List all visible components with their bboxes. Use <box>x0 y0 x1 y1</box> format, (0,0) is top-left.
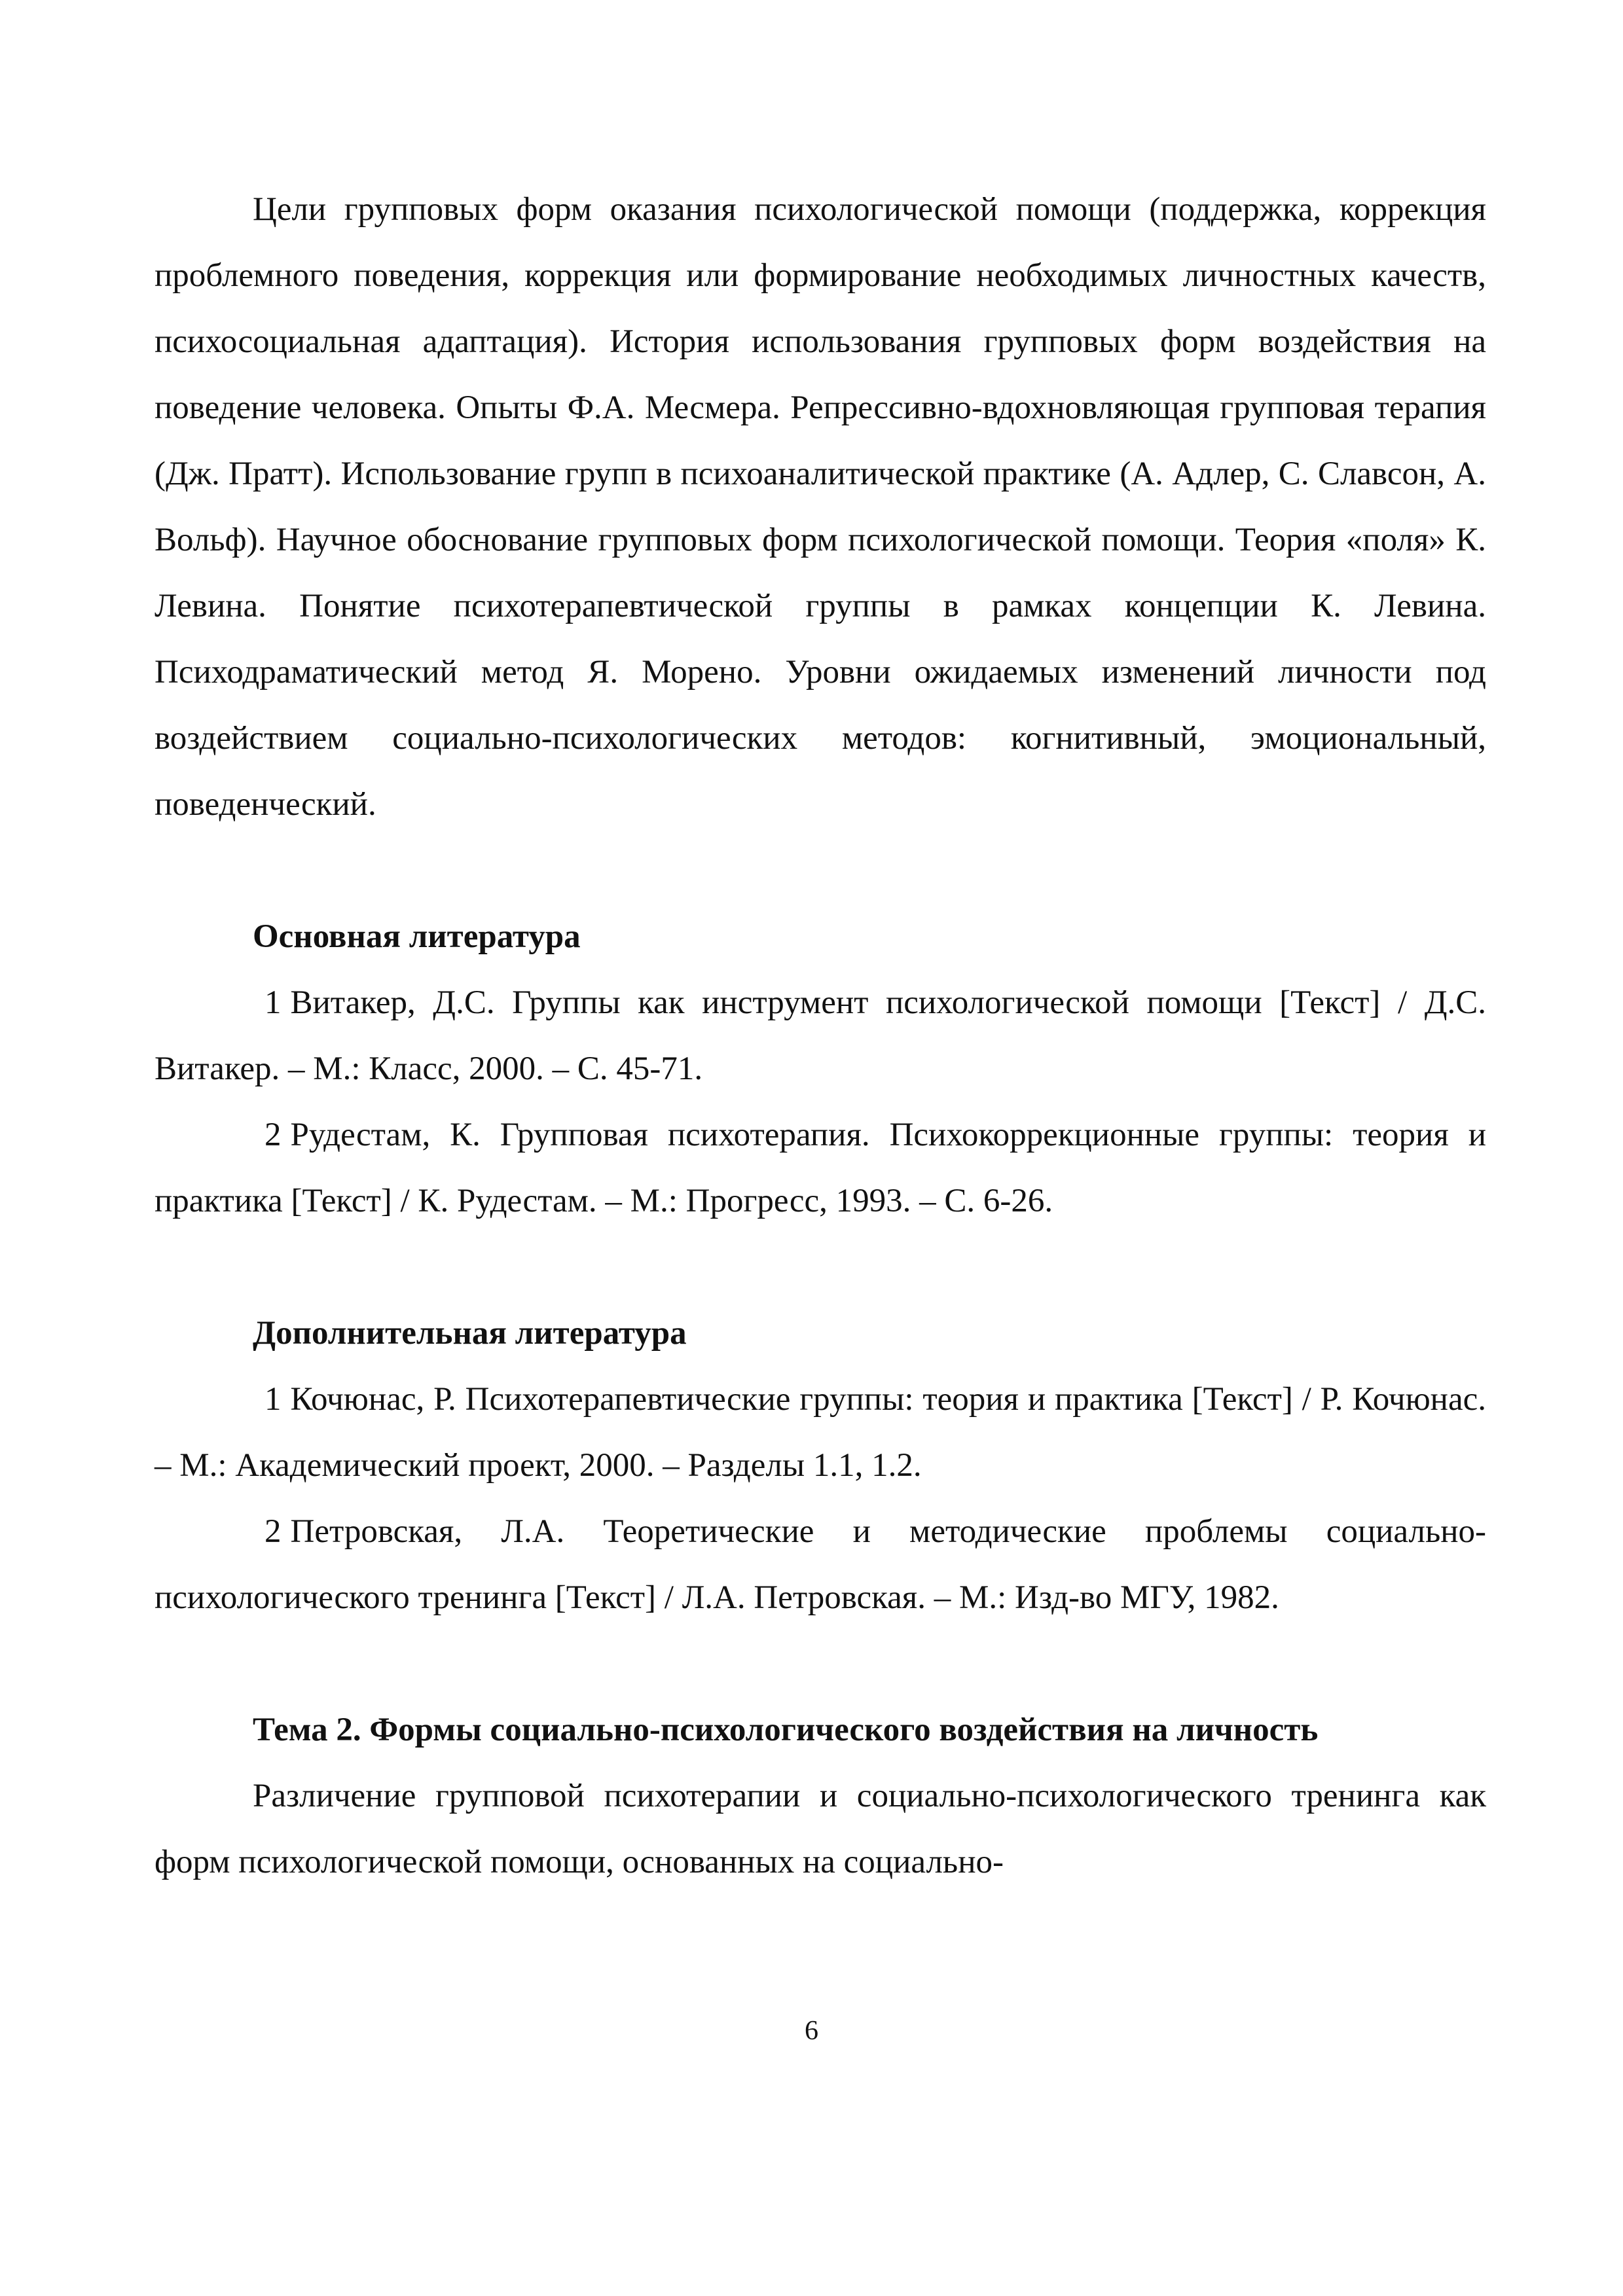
main-literature-item-2 <box>155 1102 1486 1234</box>
additional-literature-item-1 <box>155 1367 1486 1499</box>
additional-literature-heading: Дополнительная литература <box>253 1315 687 1352</box>
reference-text: Рудестам, К. Групповая психотерапия. Психокоррекционные группы: теория и практика [Текст] / К. Рудестам. – М.: Прогресс, 1993. – С. 6-26. <box>155 1117 1486 1219</box>
intro-paragraph: Цели групповых форм оказания психологической помощи (поддержка, коррекция проблемного поведения, коррекция или формирование необходимых личностных качеств, психосоциальная адаптация). История использования групповых форм воздействия на поведение человека. Опыты Ф.А. Месмера. Репрессивно-вдохновляющая групповая терапия (Дж. Пратт). Использование групп в психоаналитической практике (А. Адлер, С. Славсон, А. Вольф). Научное обоснование групповых форм психологической помощи. Теория «поля» К. Левина. Понятие психотерапевтической группы в рамках концепции К. Левина. Психодраматический метод Я. Морено. Уровни ожидаемых изменений личности под воздействием социально-психологических методов: когнитивный, эмоциональный, поведенческий. <box>155 191 1486 823</box>
reference-text: Кочюнас, Р. Психотерапевтические группы: теория и практика [Текст] / Р. Кочюнас. – М.: Академический проект, 2000. – Разделы 1.1, 1.2. <box>155 1381 1486 1484</box>
topic2-heading: Тема 2. Формы социально-психологического воздействия на личность <box>253 1712 1319 1748</box>
reference-number: 1 <box>264 984 282 1021</box>
reference-number: 1 <box>264 1381 282 1418</box>
page-number: 6 <box>805 2016 818 2046</box>
additional-literature-item-2 <box>155 1499 1486 1631</box>
page-content <box>155 177 1486 1895</box>
reference-number: 2 <box>264 1513 282 1550</box>
reference-number: 2 <box>264 1117 282 1153</box>
main-literature-item-1 <box>155 970 1486 1102</box>
topic2-paragraph: Различение групповой психотерапии и социально-психологического тренинга как форм психологической помощи, основанных на социально- <box>155 1778 1486 1880</box>
reference-text: Витакер, Д.С. Группы как инструмент психологической помощи [Текст] / Д.С. Витакер. – М.: Класс, 2000. – С. 45-71. <box>155 984 1486 1087</box>
main-literature-heading: Основная литература <box>253 918 581 955</box>
reference-text: Петровская, Л.А. Теоретические и методические проблемы социально-психологического тренинга [Текст] / Л.А. Петровская. – М.: Изд-во МГУ, 1982. <box>155 1513 1486 1616</box>
